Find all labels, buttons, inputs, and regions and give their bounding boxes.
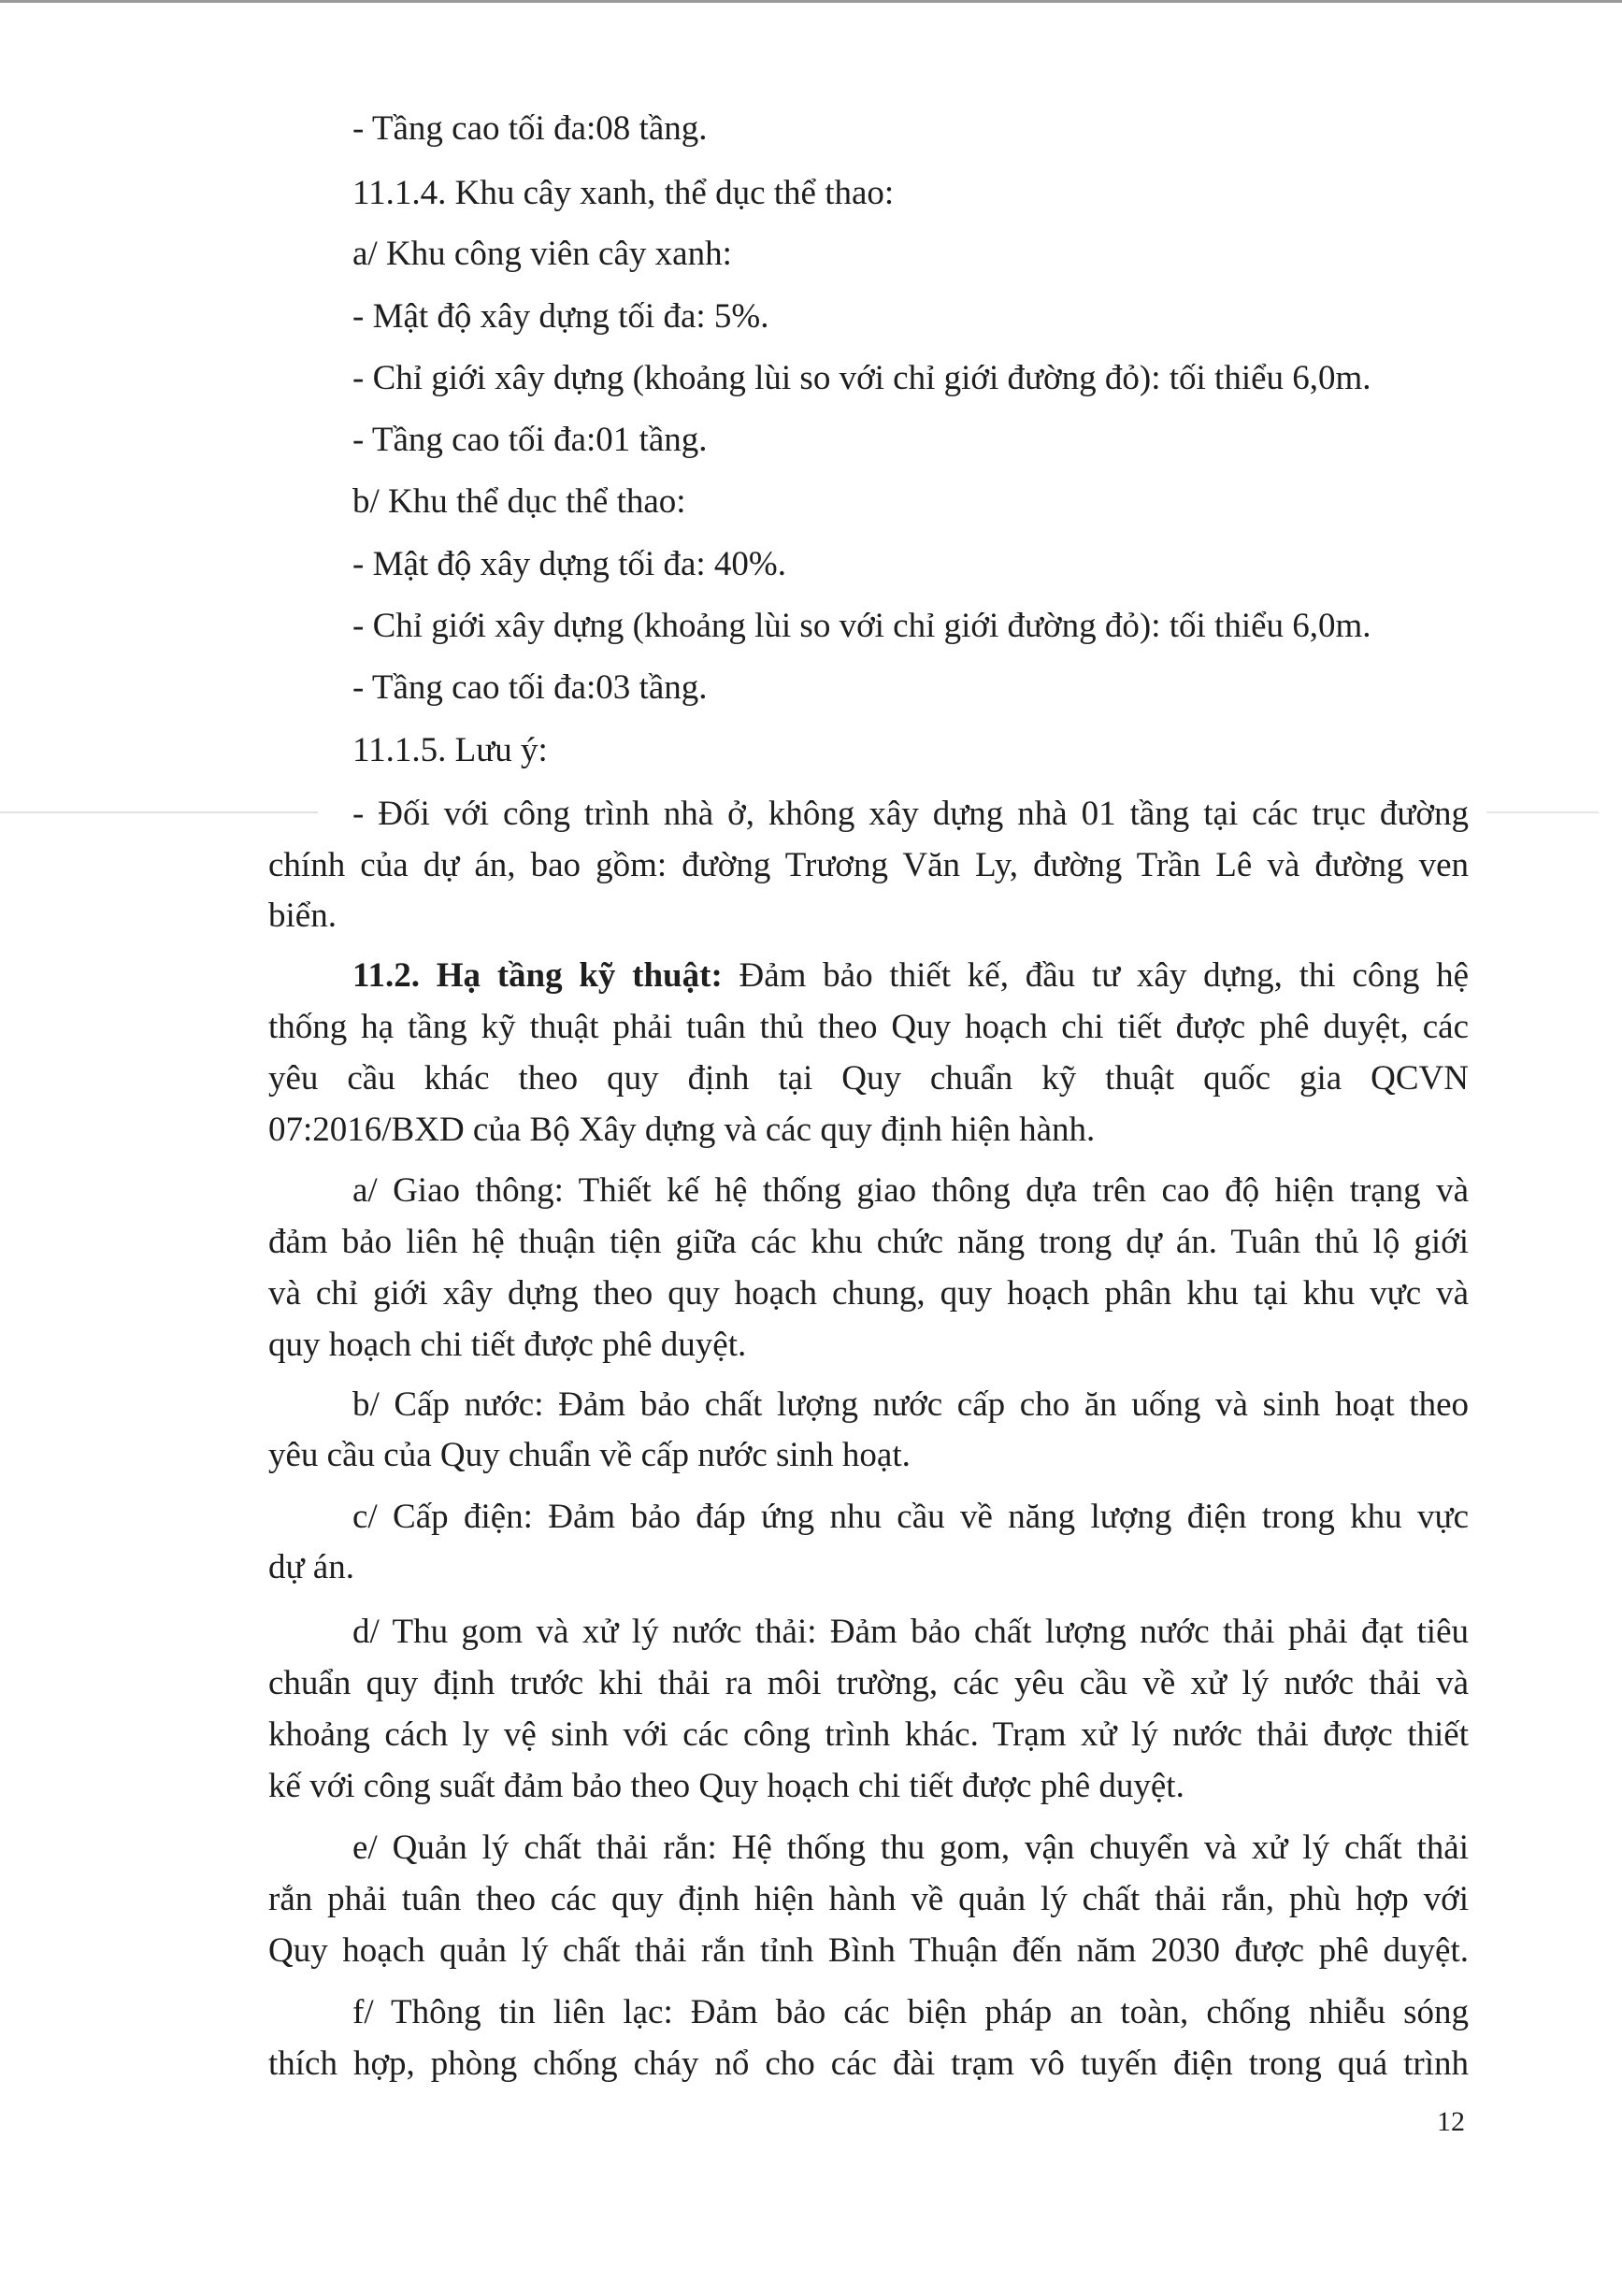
text-line: 07:2016/BXD của Bộ Xây dựng và các quy định hiện hành. bbox=[268, 1111, 1096, 1149]
scan-noise bbox=[1486, 811, 1599, 813]
paragraph-c-line: dự án. bbox=[268, 1548, 354, 1586]
paragraph-a-line: a/ Giao thông: Thiết kế hệ thống giao thông dựa trên cao độ hiện trạng và bbox=[352, 1171, 1469, 1210]
paragraph-a-line: đảm bảo liên hệ thuận tiện giữa các khu chức năng trong dự án. Tuân thủ lộ giới bbox=[268, 1223, 1469, 1261]
section-heading-11-2: 11.2. Hạ tầng kỹ thuật: bbox=[352, 956, 723, 995]
paragraph-f-line: f/ Thông tin liên lạc: Đảm bảo các biện pháp an toàn, chống nhiễu sóng bbox=[352, 1993, 1469, 2031]
section-heading-11-1-5: 11.1.5. Lưu ý: bbox=[352, 731, 548, 769]
paragraph-b-line: yêu cầu của Quy chuẩn về cấp nước sinh hoạt. bbox=[268, 1436, 911, 1474]
text-line: biển. bbox=[268, 897, 337, 935]
text-line: thống hạ tầng kỹ thuật phải tuân thủ theo Quy hoạch chi tiết được phê duyệt, các bbox=[268, 1008, 1469, 1046]
section-11-2-first-line bbox=[352, 955, 1469, 997]
text-line: chính của dự án, bao gồm: đường Trương Văn Ly, đường Trần Lê và đường ven bbox=[268, 846, 1469, 884]
text-line: yêu cầu khác theo quy định tại Quy chuẩn kỹ thuật quốc gia QCVN bbox=[268, 1059, 1469, 1098]
text-span: Đảm bảo thiết kế, đầu tư xây dựng, thi công hệ bbox=[739, 956, 1469, 995]
text-line: - Tầng cao tối đa:01 tầng. bbox=[352, 421, 708, 459]
scan-top-border bbox=[0, 0, 1622, 3]
text-line: - Chỉ giới xây dựng (khoảng lùi so với chỉ giới đường đỏ): tối thiểu 6,0m. bbox=[352, 607, 1371, 645]
paragraph-a-line: quy hoạch chi tiết được phê duyệt. bbox=[268, 1326, 747, 1364]
subsection-heading: b/ Khu thể dục thể thao: bbox=[352, 482, 686, 521]
subsection-heading: a/ Khu công viên cây xanh: bbox=[352, 235, 732, 273]
text-line: - Mật độ xây dựng tối đa: 5%. bbox=[352, 297, 769, 336]
text-line: - Đối với công trình nhà ở, không xây dựng nhà 01 tầng tại các trục đường bbox=[352, 795, 1469, 833]
paragraph-d-line: chuẩn quy định trước khi thải ra môi trường, các yêu cầu về xử lý nước thải và bbox=[268, 1664, 1469, 1702]
paragraph-d-line: khoảng cách ly vệ sinh với các công trình khác. Trạm xử lý nước thải được thiết bbox=[268, 1715, 1469, 1754]
paragraph-b-line: b/ Cấp nước: Đảm bảo chất lượng nước cấp cho ăn uống và sinh hoạt theo bbox=[352, 1385, 1469, 1424]
paragraph-e-line: e/ Quản lý chất thải rắn: Hệ thống thu gom, vận chuyển và xử lý chất thải bbox=[352, 1829, 1469, 1867]
paragraph-e-line: rắn phải tuân theo các quy định hiện hành về quản lý chất thải rắn, phù hợp với bbox=[268, 1880, 1469, 1918]
text-line: - Chỉ giới xây dựng (khoảng lùi so với chỉ giới đường đỏ): tối thiểu 6,0m. bbox=[352, 359, 1371, 397]
paragraph-d-line: d/ Thu gom và xử lý nước thải: Đảm bảo chất lượng nước thải phải đạt tiêu bbox=[352, 1613, 1469, 1651]
text-line: - Tầng cao tối đa:08 tầng. bbox=[352, 109, 708, 148]
paragraph-f-line: thích hợp, phòng chống cháy nổ cho các đài trạm vô tuyến điện trong quá trình bbox=[268, 2045, 1469, 2083]
scan-noise bbox=[0, 811, 318, 813]
section-heading-11-1-4: 11.1.4. Khu cây xanh, thể dục thể thao: bbox=[352, 174, 895, 212]
paragraph-c-line: c/ Cấp điện: Đảm bảo đáp ứng nhu cầu về năng lượng điện trong khu vực bbox=[352, 1498, 1469, 1536]
text-line: - Mật độ xây dựng tối đa: 40%. bbox=[352, 545, 786, 583]
paragraph-a-line: và chỉ giới xây dựng theo quy hoạch chung, quy hoạch phân khu tại khu vực và bbox=[268, 1274, 1469, 1313]
page-number: 12 bbox=[1437, 2106, 1465, 2137]
text-line: - Tầng cao tối đa:03 tầng. bbox=[352, 668, 708, 707]
paragraph-e-line: Quy hoạch quản lý chất thải rắn tỉnh Bình Thuận đến năm 2030 được phê duyệt. bbox=[268, 1931, 1469, 1970]
paragraph-d-line: kế với công suất đảm bảo theo Quy hoạch chi tiết được phê duyệt. bbox=[268, 1767, 1184, 1805]
